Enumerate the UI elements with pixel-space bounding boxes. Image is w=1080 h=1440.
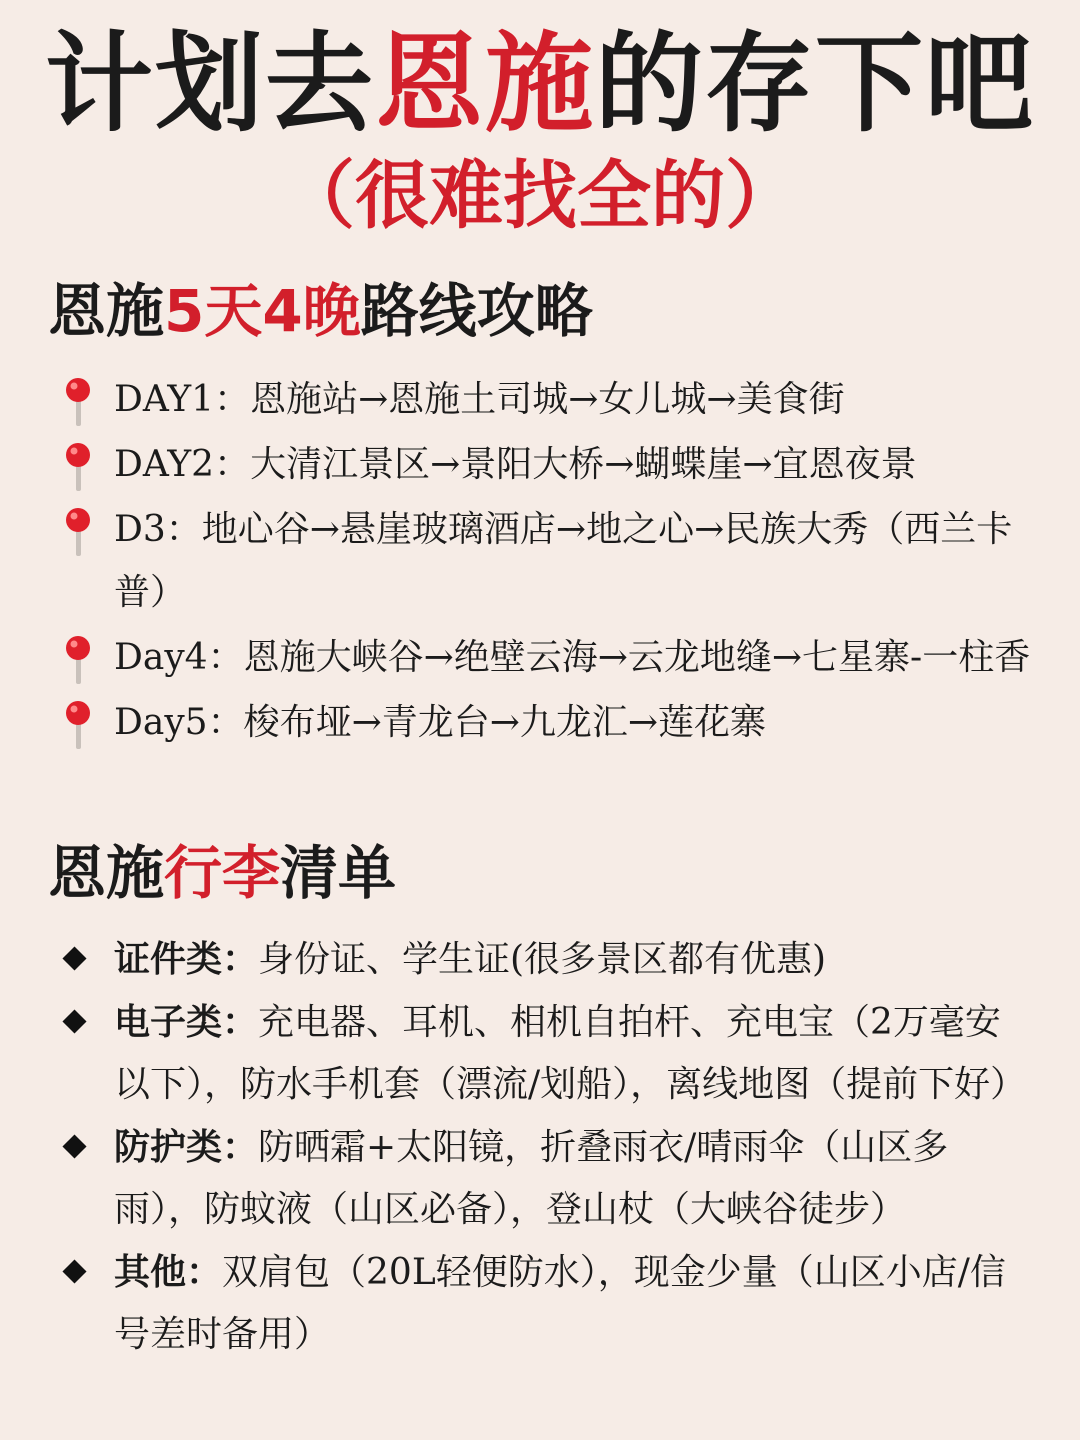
route-text: Day5：梭布垭→青龙台→九龙汇→莲花寨 — [114, 702, 767, 743]
pack-title-part1: 恩施 — [48, 839, 165, 907]
packing-item — [60, 991, 1030, 1116]
route-text: Day4：恩施大峡谷→绝壁云海→云龙地缝→七星寨-一柱香 — [114, 637, 1031, 678]
title-part1: 计划去 — [44, 22, 375, 147]
red-pin-icon — [58, 433, 114, 495]
packing-section-title — [48, 838, 396, 908]
packing-item — [60, 928, 1030, 991]
red-pin-icon — [58, 626, 114, 688]
packing-text — [114, 1241, 1030, 1366]
packing-text — [114, 928, 1030, 991]
diamond-bullet-icon — [60, 928, 114, 990]
packing-text — [114, 1116, 1030, 1241]
packing-detail: 防晒霜+太阳镜，折叠雨衣/晴雨伞（山区多雨），防蚊液（山区必备），登山杖（大峡谷徒步） — [114, 1127, 949, 1230]
route-text: D3：地心谷→悬崖玻璃酒店→地之心→民族大秀（西兰卡普） — [114, 509, 1013, 613]
red-pin-icon — [58, 498, 114, 560]
pack-title-part2: 清单 — [280, 839, 397, 907]
red-pin-icon — [58, 368, 114, 430]
title-part2: 的存下吧 — [595, 22, 1036, 147]
packing-text — [114, 991, 1030, 1116]
route-item — [58, 691, 1038, 754]
packing-detail: 双肩包（20L轻便防水），现金少量（山区小店/信号差时备用） — [114, 1252, 1006, 1355]
packing-category: 电子类： — [114, 1001, 259, 1043]
route-item — [58, 433, 1038, 496]
packing-detail: 身份证、学生证(很多景区都有优惠) — [258, 939, 827, 980]
route-title-highlight: 5天4晚 — [164, 277, 361, 345]
diamond-bullet-icon — [60, 1116, 114, 1178]
page-subtitle: （很难找全的） — [281, 153, 799, 239]
route-list — [58, 368, 1038, 756]
diamond-bullet-icon — [60, 991, 114, 1053]
packing-item — [60, 1241, 1030, 1366]
route-text: DAY1：恩施站→恩施土司城→女儿城→美食街 — [114, 379, 845, 420]
route-title-part2: 路线攻略 — [360, 277, 593, 345]
packing-category: 证件类： — [114, 938, 259, 980]
route-item — [58, 368, 1038, 431]
route-section-title — [48, 276, 593, 346]
packing-category: 其他： — [114, 1251, 223, 1293]
page-title — [0, 22, 1080, 147]
red-pin-icon — [58, 691, 114, 753]
pack-title-highlight: 行李 — [164, 839, 281, 907]
packing-detail: 充电器、耳机、相机自拍杆、充电宝（2万毫安以下），防水手机套（漂流/划船），离线地图（提前下好） — [114, 1002, 1027, 1105]
packing-list — [60, 928, 1030, 1366]
diamond-bullet-icon — [60, 1241, 114, 1303]
route-title-part1: 恩施 — [48, 277, 165, 345]
title-highlight: 恩施 — [374, 22, 595, 147]
packing-category: 防护类： — [114, 1126, 259, 1168]
route-item — [58, 498, 1038, 624]
route-text: DAY2：大清江景区→景阳大桥→蝴蝶崖→宜恩夜景 — [114, 444, 917, 485]
packing-item — [60, 1116, 1030, 1241]
route-item — [58, 626, 1038, 689]
